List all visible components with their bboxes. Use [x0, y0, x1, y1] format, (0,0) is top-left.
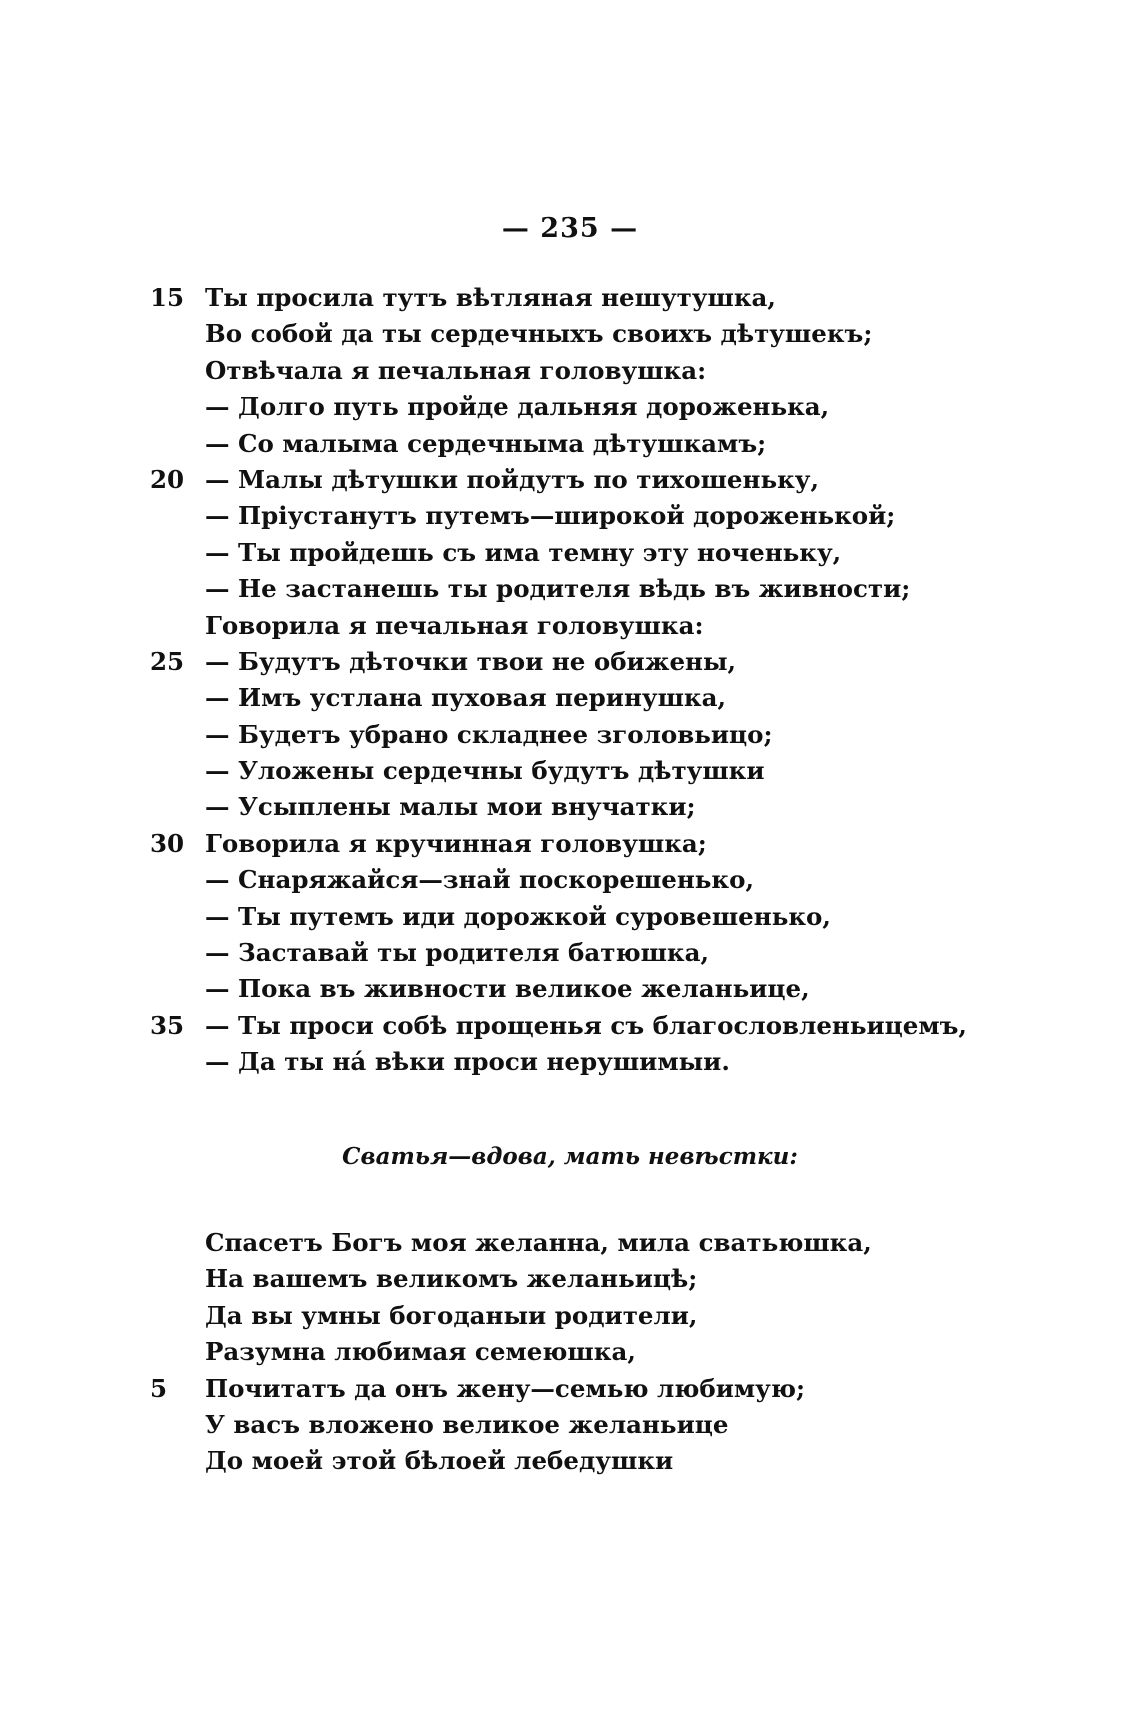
verse-line	[150, 1008, 967, 1044]
verse-text: — Уложены сердечны будутъ дѣтушки	[205, 756, 765, 786]
verse-text: — Снаряжайся—знай поскорешенько,	[205, 865, 755, 895]
verse-text: — Будутъ дѣточки твои не обижены,	[205, 646, 737, 676]
verse-text: Говорила я печальная головушка:	[205, 610, 704, 640]
verse-line	[150, 1044, 850, 1080]
verse-line	[150, 1298, 850, 1334]
line-number: 35	[150, 1010, 185, 1040]
verse-line	[150, 1225, 872, 1261]
verse-text: — Со малыма сердечныма дѣтушкамъ;	[205, 428, 767, 458]
line-number: 30	[150, 828, 185, 858]
verse-line	[150, 1334, 850, 1370]
verse-text: — Ты пройдешь съ има темну эту ноченьку,	[205, 537, 842, 567]
verse-text: На вашемъ великомъ желаньицѣ;	[205, 1264, 698, 1294]
verse-text: — Не застанешь ты родителя вѣдь въ живности;	[205, 574, 911, 604]
page-number: — 235 —	[501, 213, 639, 244]
verse-text: — Будетъ убрано складнее зголовьицо;	[205, 719, 773, 749]
verse-line	[150, 316, 873, 352]
verse-line	[150, 1261, 850, 1297]
verse-text: Да вы умны богоданыи родители,	[205, 1300, 698, 1330]
verse-text: Спасетъ Богъ моя желанна, мила сватьюшка,	[205, 1228, 872, 1257]
verse-text: — Ты путемъ иди дорожкой суровешенько,	[205, 901, 831, 931]
line-number: 15	[150, 283, 185, 312]
verse-line	[150, 971, 850, 1007]
verse-line	[150, 935, 850, 971]
verse-line	[150, 862, 850, 898]
verse-text: Разумна любимая семеюшка,	[205, 1337, 636, 1367]
line-number: 20	[150, 464, 185, 494]
verse-text: — Имъ устлана пуховая перинушка,	[205, 683, 727, 713]
verse-line	[150, 899, 850, 935]
verse-text: До моей этой бѣлоей лебедушки	[205, 1446, 674, 1476]
verse-line	[150, 426, 850, 462]
verse-line	[150, 789, 850, 825]
verse-line	[150, 571, 911, 607]
verse-line	[150, 1443, 850, 1479]
verse-text: — Ты проси собѣ прощенья съ благословленьицемъ,	[205, 1010, 967, 1040]
verse-text: — Усыплены малы мои внучатки;	[205, 792, 696, 822]
verse-line	[150, 826, 850, 862]
verse-line	[150, 608, 850, 644]
verse-line	[150, 680, 850, 716]
poem-stanza-svatya	[150, 1225, 872, 1480]
verse-text: Ты просила тутъ вѣтляная нешутушка,	[205, 283, 776, 312]
verse-text: — Да ты на́ вѣки проси нерушимыи.	[205, 1047, 730, 1077]
line-number: 25	[150, 646, 185, 676]
section-heading: Сватья—вдова, мать невѣстки:	[342, 1143, 798, 1170]
verse-line	[150, 644, 850, 680]
poem-stanza-main	[150, 280, 967, 1081]
verse-line	[150, 1371, 850, 1407]
verse-line	[150, 1407, 850, 1443]
verse-line	[150, 717, 850, 753]
verse-text: — Пріустанутъ путемъ—широкой дороженькой;	[205, 501, 896, 531]
verse-line	[150, 498, 896, 534]
verse-line	[150, 389, 850, 425]
verse-text: — Долго путь пройде дальняя дороженька,	[205, 392, 830, 422]
verse-text: — Пока въ живности великое желаньице,	[205, 974, 810, 1004]
verse-line	[150, 535, 850, 571]
verse-text: — Малы дѣтушки пойдутъ по тихошеньку,	[205, 464, 819, 494]
verse-text: Отвѣчала я печальная головушка:	[205, 355, 707, 385]
verse-text: — Заставай ты родителя батюшка,	[205, 938, 710, 968]
verse-line	[150, 353, 850, 389]
verse-line	[150, 462, 850, 498]
verse-text: Во собой да ты сердечныхъ своихъ дѣтушекъ;	[205, 319, 873, 349]
line-number: 5	[150, 1373, 168, 1403]
verse-line	[150, 280, 850, 316]
verse-text: Почитатъ да онъ жену—семью любимую;	[205, 1373, 806, 1403]
verse-line	[150, 753, 850, 789]
verse-text: У васъ вложено великое желаньице	[205, 1409, 729, 1439]
verse-text: Говорила я кручинная головушка;	[205, 828, 707, 858]
